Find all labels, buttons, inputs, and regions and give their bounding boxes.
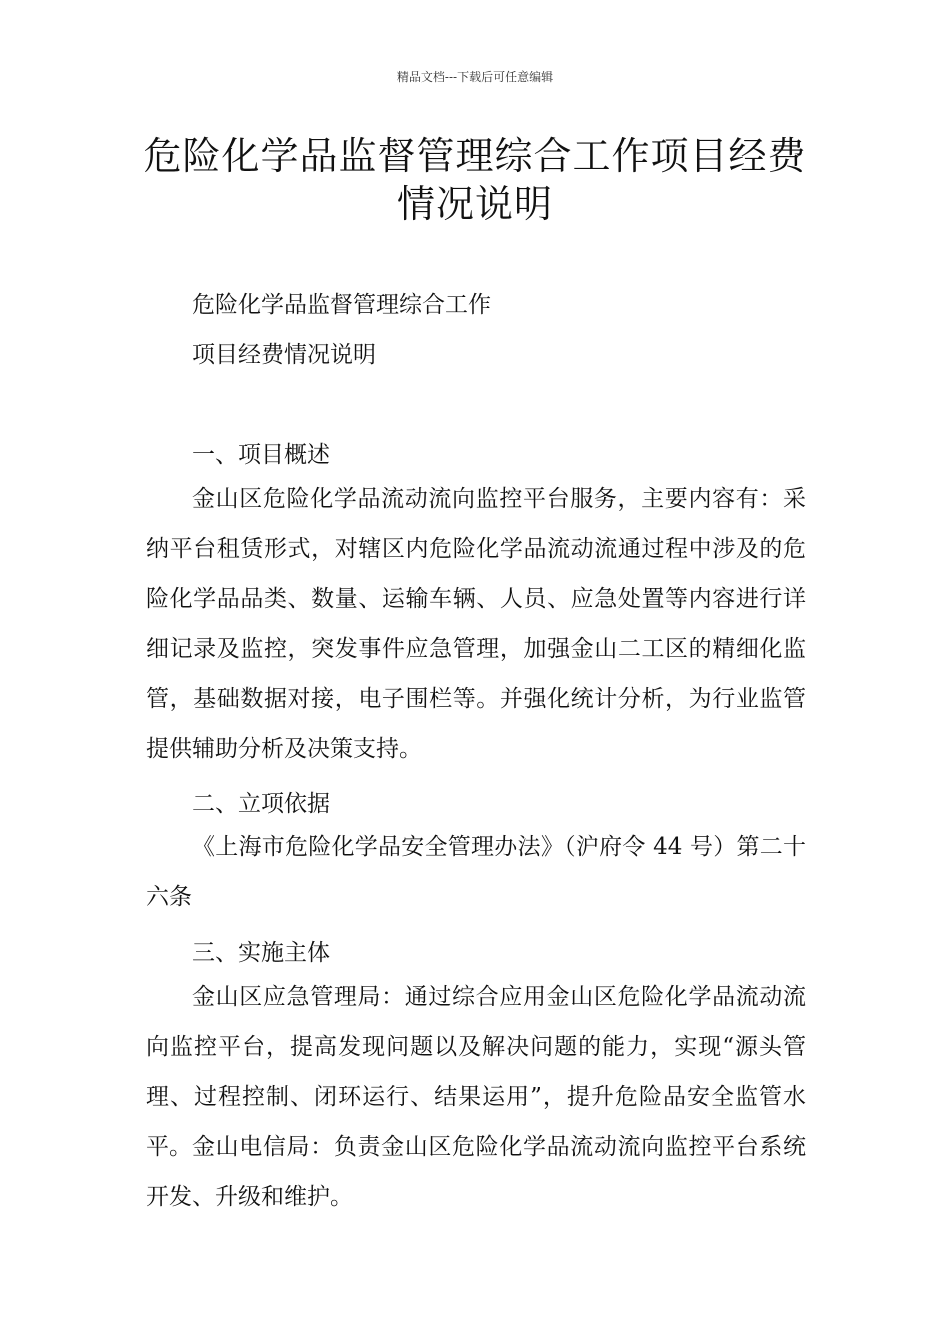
document-title-line-2: 情况说明: [396, 182, 553, 226]
document-title-line-1: 危险化学品监督管理综合工作项目经费: [143, 134, 807, 178]
section-3-body-1: 金山区应急管理局：通过综合应用金山区危险化学品流动流向监控平台，提高发现问题以及解决问题的能力，实现“源头管理、过程控制、闭环运行、结果运用”，提升危险品安全监管水平。: [146, 984, 806, 1160]
subtitle-line-1: 危险化学品监督管理综合工作: [192, 292, 491, 318]
section-1-heading: 一、项目概述: [192, 442, 330, 468]
section-3-heading: 三、实施主体: [192, 940, 330, 966]
section-3-body-2: 金山电信局：负责金山区危险化学品流动流向监控平台系统开发、升级和维护。: [146, 1134, 806, 1210]
header-watermark: 精品文档---下载后可任意编辑: [396, 70, 554, 84]
section-2-body: 《上海市危险化学品安全管理办法》（沪府令 44 号）第二十六条: [146, 834, 806, 910]
section-1-body: 金山区危险化学品流动流向监控平台服务，主要内容有：采纳平台租赁形式，对辖区内危险化学品流动流通过程中涉及的危险化学品品类、数量、运输车辆、人员、应急处置等内容进行详细记录及监控，突发事件应急管理，加强金山二工区的精细化监管，基础数据对接，电子围栏等。并强化统计分析，为行业监管提供辅助分析及决策支持。: [146, 486, 806, 762]
subtitle-line-2: 项目经费情况说明: [192, 342, 376, 368]
section-2-heading: 二、立项依据: [192, 791, 330, 817]
